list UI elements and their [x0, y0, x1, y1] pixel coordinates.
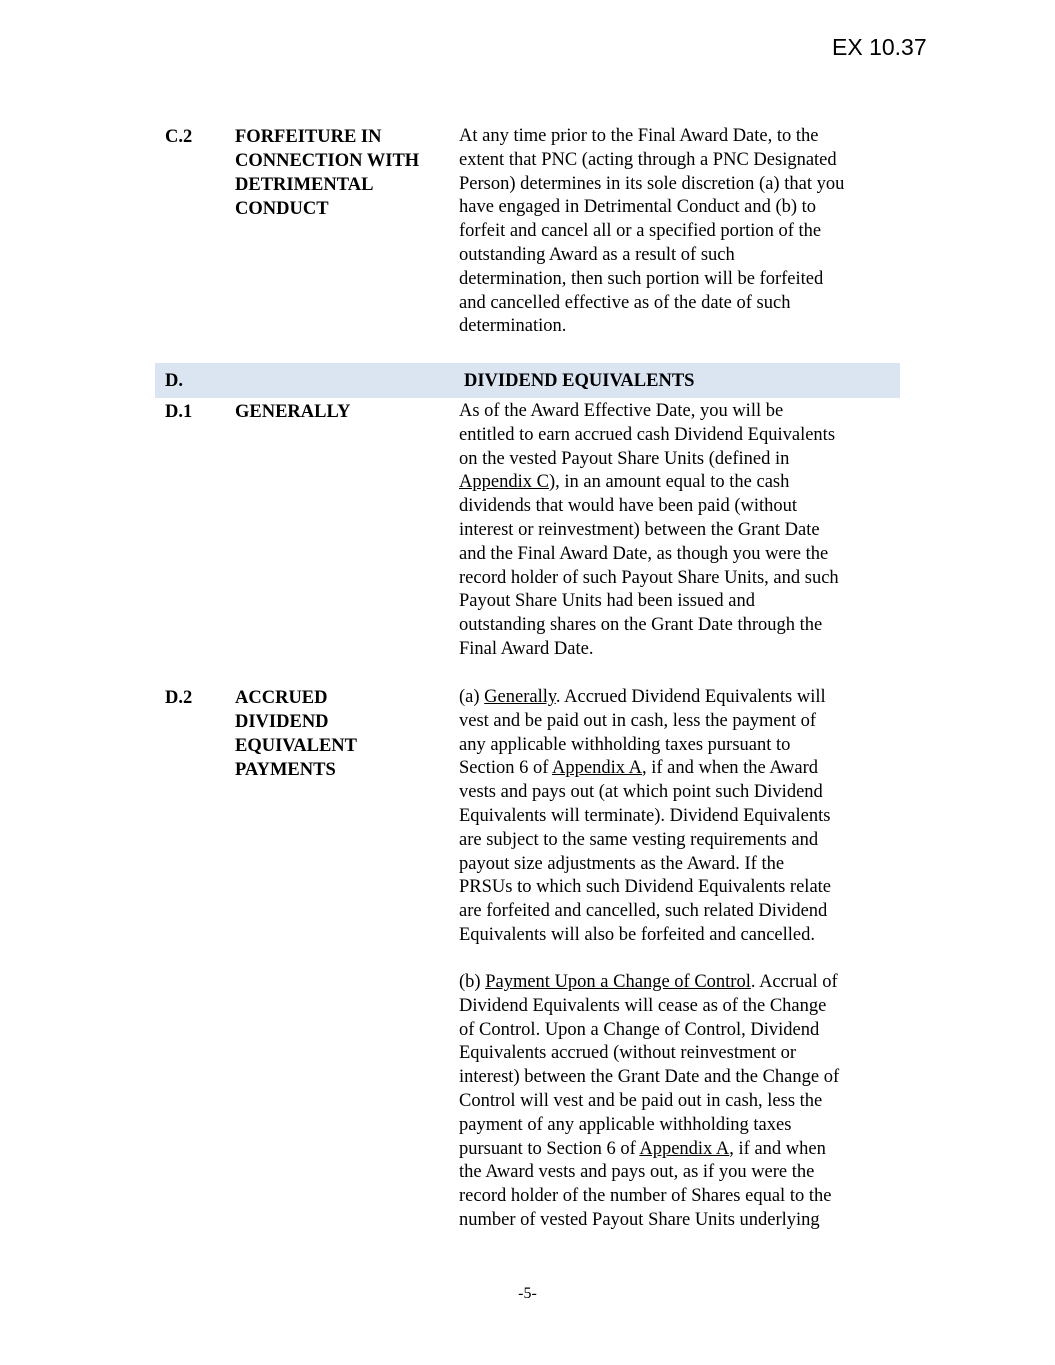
body-line: Payout Share Units had been issued and: [459, 591, 755, 612]
section-body-d1: [459, 400, 904, 662]
body-line: interest) between the Grant Date and the Change of: [459, 1067, 840, 1088]
body-line: Dividend Equivalents will cease as of the Change: [459, 995, 827, 1016]
body-line: Person) determines in its sole discretion (a) that you: [459, 173, 845, 194]
link-post: , if and when the Award: [641, 758, 819, 779]
body-line: forfeit and cancel all or a specified portion of the: [459, 221, 822, 242]
heading-line: FORFEITURE IN: [235, 127, 382, 147]
body-line: extent that PNC (acting through a PNC Designated: [459, 149, 837, 170]
appendix-c-link[interactable]: Appendix C: [459, 472, 549, 493]
section-heading-d1: GENERALLY: [235, 402, 351, 422]
exhibit-number: EX 10.37: [832, 34, 927, 60]
heading-line: CONDUCT: [235, 199, 329, 219]
heading-line: ACCRUED: [235, 688, 328, 708]
body-line: As of the Award Effective Date, you will be: [459, 401, 784, 421]
heading-line: EQUIVALENT: [235, 736, 358, 756]
appendix-a-link[interactable]: Appendix A: [552, 758, 642, 779]
clause-title-change-of-control: Payment Upon a Change of Control: [485, 972, 751, 992]
body-line: record holder of the number of Shares equal to the: [459, 1186, 832, 1207]
body-line: determination.: [459, 316, 567, 337]
body-line: PRSUs to which such Dividend Equivalents relate: [459, 877, 832, 898]
section-number-d1: D.1: [165, 402, 193, 422]
section-body-d2b: [459, 971, 904, 1233]
body-line: entitled to earn accrued cash Dividend Equivalents: [459, 424, 836, 445]
body-line: and the Final Award Date, as though you were the: [459, 543, 829, 564]
body-line: [459, 1138, 904, 1162]
body-line: the Award vests and pays out, as if you were the: [459, 1162, 815, 1183]
body-line: have engaged in Detrimental Conduct and (b) to: [459, 197, 817, 218]
body-line: Equivalents accrued (without reinvestment or: [459, 1043, 797, 1064]
clause-title-tail: . Accrual of: [750, 972, 838, 992]
body-line: At any time prior to the Final Award Date, to the: [459, 126, 819, 146]
body-line: Final Award Date.: [459, 638, 594, 659]
heading-line: CONNECTION WITH: [235, 151, 420, 171]
body-line: and cancelled effective as of the date of such: [459, 292, 791, 313]
section-number-d2: D.2: [165, 688, 193, 708]
body-line: [459, 971, 904, 995]
body-line: vest and be paid out in cash, less the payment of: [459, 710, 817, 731]
body-line: vests and pays out (at which point such Dividend: [459, 782, 823, 803]
clause-prefix: (b): [459, 972, 486, 992]
body-line: [459, 471, 904, 495]
body-line: record holder of such Payout Share Units, and such: [459, 567, 839, 588]
section-d-header-band: [155, 363, 900, 398]
page-number: -5-: [518, 1285, 537, 1302]
body-line: outstanding Award as a result of such: [459, 244, 735, 265]
body-line: outstanding shares on the Grant Date through the: [459, 615, 823, 636]
link-pre: pursuant to Section 6 of: [459, 1138, 640, 1159]
section-heading-d2: [235, 686, 450, 782]
body-line: are subject to the same vesting requirements and: [459, 829, 819, 850]
body-line: Equivalents will terminate). Dividend Equivalents: [459, 805, 831, 826]
section-heading-c2: [235, 125, 450, 221]
link-pre: Section 6 of: [459, 758, 553, 779]
section-body-d2a: [459, 686, 904, 948]
body-line: interest or reinvestment) between the Grant Date: [459, 519, 820, 540]
body-line: determination, then such portion will be forfeited: [459, 268, 824, 289]
body-line: [459, 757, 904, 781]
body-line: Equivalents will also be forfeited and cancelled.: [459, 924, 815, 945]
body-line: number of vested Payout Share Units underlying: [459, 1209, 820, 1230]
body-line: payment of any applicable withholding taxes: [459, 1114, 792, 1135]
section-number-c2: C.2: [165, 127, 193, 147]
body-line: of Control. Upon a Change of Control, Dividend: [459, 1019, 820, 1040]
heading-line: DETRIMENTAL: [235, 175, 374, 195]
body-line: on the vested Payout Share Units (defined in: [459, 448, 790, 469]
link-post: , if and when: [729, 1138, 826, 1159]
clause-title-generally: Generally: [484, 687, 556, 707]
heading-line: PAYMENTS: [235, 760, 336, 780]
body-line: Control will vest and be paid out in cash, less the: [459, 1090, 823, 1111]
body-line: any applicable withholding taxes pursuant to: [459, 734, 791, 755]
body-line: are forfeited and cancelled, such related Dividend: [459, 901, 828, 922]
link-tail: ), in an amount equal to the cash: [548, 472, 790, 493]
heading-line: DIVIDEND: [235, 712, 329, 732]
section-title-d: DIVIDEND EQUIVALENTS: [464, 371, 695, 391]
body-line: [459, 686, 904, 710]
clause-prefix: (a): [459, 687, 485, 707]
body-line: payout size adjustments as the Award. If the: [459, 853, 785, 874]
section-number-d: D.: [165, 371, 183, 391]
section-body-c2: [459, 125, 904, 339]
clause-title-tail: . Accrued Dividend Equivalents will: [555, 687, 826, 707]
body-line: dividends that would have been paid (without: [459, 496, 798, 517]
appendix-a-link[interactable]: Appendix A: [639, 1138, 730, 1159]
